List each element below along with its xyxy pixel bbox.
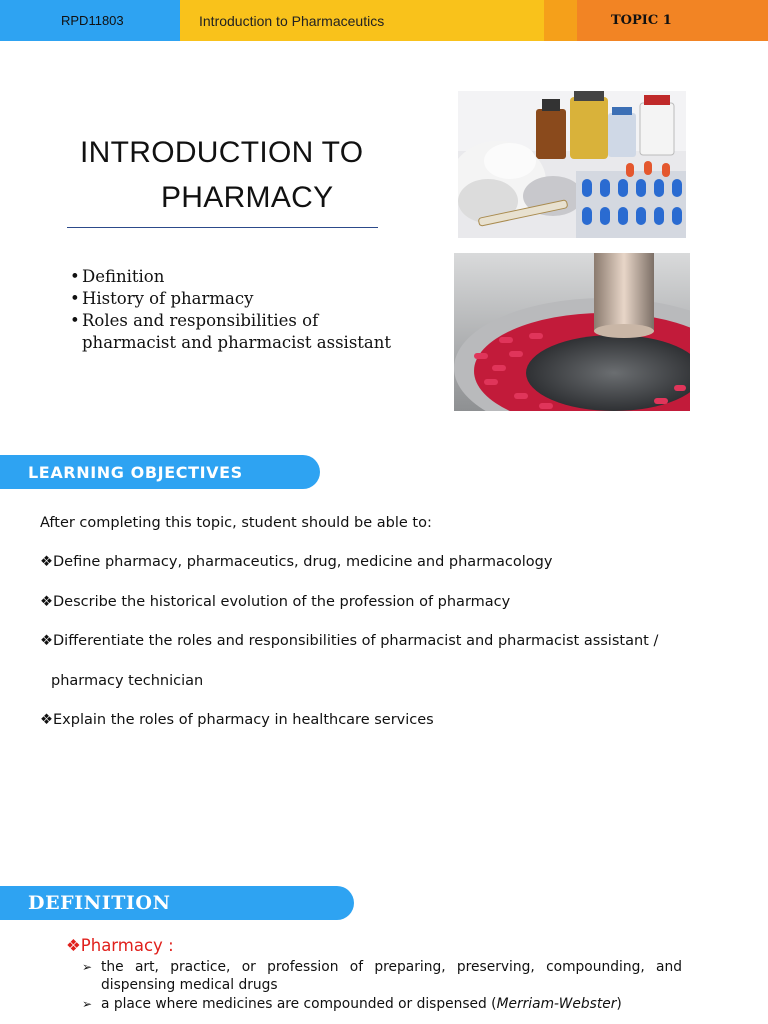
objective-item: ❖Define pharmacy, pharmaceutics, drug, medicine and pharmacology [40,554,553,570]
header-spacer [544,0,577,41]
arrow-bullet-icon: ➢ [82,997,93,1011]
header-bar [0,0,768,41]
definition-banner: DEFINITION [0,886,354,920]
topic-item-continuation [70,332,391,354]
definition-item-text: the art, practice, or profession of preparing, preserving, compounding, and dispensing medical drugs [101,959,682,993]
definition-source: Merriam-Webster [496,996,617,1012]
definition-term: ❖Pharmacy : [66,936,174,955]
definition-item-main: a place where medicines are compounded or dispensed ( [101,996,497,1012]
medicines-photo [458,91,686,238]
page-title-line2: PHARMACY [161,181,334,214]
definition-item-text [82,995,682,1013]
arrow-bullet-icon: ➢ [82,960,93,974]
title-divider [67,227,378,228]
topic-item: • Definition [70,266,391,288]
course-name: Introduction to Pharmaceutics [180,0,544,41]
page-title-line1: INTRODUCTION TO [80,136,364,169]
objective-item-continuation: pharmacy technician [51,673,204,689]
objectives-intro: After completing this topic, student should be able to: [40,515,432,531]
definition-item [82,995,682,1013]
objective-item: ❖Explain the roles of pharmacy in healthcare services [40,712,434,728]
topic-label: TOPIC 1 [577,0,768,41]
medicines-photo-graphic [458,91,686,238]
topic-item-continuation-text: pharmacist and pharmacist assistant [82,333,392,352]
definition-source-close: ) [616,996,622,1012]
capsule-machine-graphic [454,253,690,411]
objective-item: ❖Describe the historical evolution of the profession of pharmacy [40,594,511,610]
objective-item: ❖Differentiate the roles and responsibilities of pharmacist and pharmacist assistant / [40,633,659,649]
course-code: RPD11803 [0,0,180,41]
topic-item: • Roles and responsibilities of [70,310,391,332]
topic-item: • History of pharmacy [70,288,391,310]
capsule-machine-photo [454,253,690,411]
learning-objectives-banner: LEARNING OBJECTIVES [0,455,320,489]
definition-item [82,958,682,994]
topic-list [70,266,391,354]
